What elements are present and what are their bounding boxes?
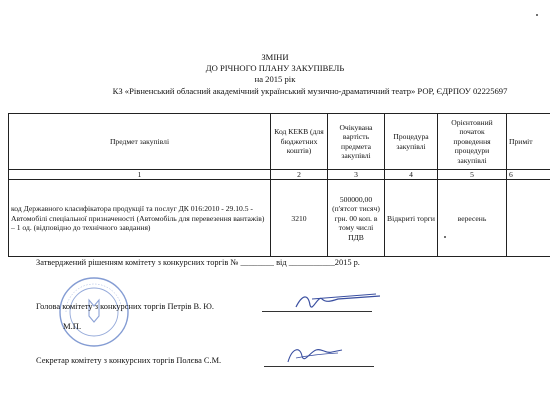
column-number: 5 bbox=[438, 170, 507, 180]
cell-procedure: Відкриті торги bbox=[385, 180, 438, 257]
cell-subject: код Державного класифікатора продукції та послуг ДК 016:2010 - 29.10.5 - Автомобілі спеціальної призначеності (Автомобіль для перевезення вантажів) – 1 од. (відповідно до технічного завдання) bbox=[9, 180, 271, 257]
document-subtitle: ДО РІЧНОГО ПЛАНУ ЗАКУПІВЕЛЬ bbox=[205, 63, 345, 73]
table-row bbox=[9, 180, 550, 257]
document-year: на 2015 рік bbox=[254, 74, 296, 84]
header-cost: Очікувана вартість предмета закупівлі bbox=[328, 114, 385, 170]
secretary-signature-label: Секретар комітету з конкурсних торгів Полєва С.М. bbox=[36, 356, 222, 365]
official-stamp bbox=[58, 276, 130, 348]
company-line: КЗ «Рівненський обласний академічний український музично-драматичний театр» РОР, ЄДРПОУ 02225697 bbox=[112, 86, 508, 96]
column-number: 2 bbox=[271, 170, 328, 180]
approval-line bbox=[36, 258, 360, 267]
header-kekv: Код КЕКВ (для бюджетних коштів) bbox=[271, 114, 328, 170]
cell-cost: 500000,00 (п'ятсот тисяч) грн. 00 коп. в тому числі ПДВ bbox=[328, 180, 385, 257]
document-title: ЗМІНИ bbox=[261, 52, 289, 62]
header-subject: Предмет закупівлі bbox=[9, 114, 271, 170]
head-signature-label: Голова комітету з конкурсних торгів Петрів В. Ю. bbox=[36, 302, 215, 311]
cell-note bbox=[507, 180, 550, 257]
table-header-row bbox=[9, 114, 550, 170]
header-procedure: Процедура закупівлі bbox=[385, 114, 438, 170]
approval-year: 2015 р. bbox=[334, 258, 360, 267]
approval-text: Затверджений рішенням комітету з конкурсних торгів № bbox=[36, 258, 239, 267]
column-number-row bbox=[9, 170, 550, 180]
approval-date-blank: ___________ bbox=[288, 258, 335, 267]
secretary-signature bbox=[282, 340, 346, 370]
header-note: Приміт bbox=[507, 114, 550, 170]
head-signature bbox=[292, 285, 384, 317]
approval-number-blank: ________ bbox=[240, 258, 274, 267]
scan-speck bbox=[536, 14, 538, 16]
column-number: 4 bbox=[385, 170, 438, 180]
stamp-mark: М.П. bbox=[63, 321, 82, 331]
column-number: 6 bbox=[507, 170, 550, 180]
cell-start: вересень bbox=[438, 180, 507, 257]
approval-from-label: від bbox=[276, 258, 287, 267]
column-number: 1 bbox=[9, 170, 271, 180]
cell-kekv: 3210 bbox=[271, 180, 328, 257]
scan-speck bbox=[444, 236, 446, 238]
header-start: Орієнтовний початок проведення процедури закупівлі bbox=[438, 114, 507, 170]
column-number: 3 bbox=[328, 170, 385, 180]
procurement-table bbox=[8, 113, 550, 257]
